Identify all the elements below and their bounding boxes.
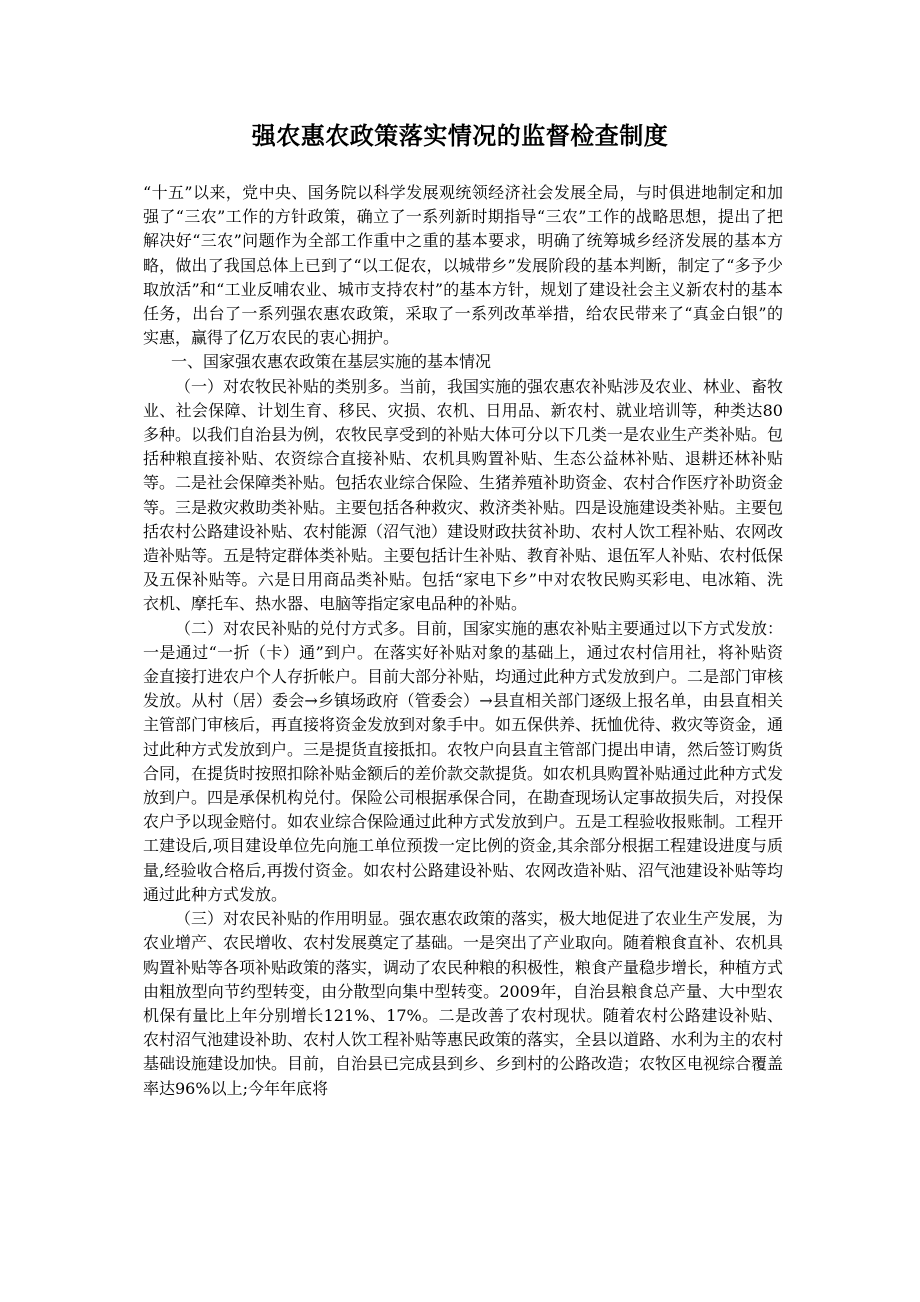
section-heading: 一、国家强农惠农政策在基层实施的基本情况 — [171, 352, 492, 372]
subsection-paragraph-3: （三）对农民补贴的作用明显。强农惠农政策的落实，极大地促进了农业生产发展，为农业增产、农民增收、农村发展奠定了基础。一是突出了产业取向。随着粮食直补、农机具购置补贴等各项补贴政策的落实，调动了农民种粮的积极性，粮食产量稳步增长，种植方式由粗放型向节约型转变，由分散型向集中型转变。2009年，自治县粮食总产量、大中型农机保有量比上年分别增长121%、17%。二是改善了农村现状。随着农村公路建设补贴、农村沼气池建设补助、农村人饮工程补贴等惠民政策的落实，全县以道路、水利为主的农村基础设施建设加快。目前，自治县已完成县到乡、乡到村的公路改造；农牧区电视综合覆盖率达96%以上;今年年底将 — [143, 909, 784, 1098]
page-title: 强农惠农政策落实情况的监督检查制度 — [251, 121, 669, 150]
subsection-paragraph-1: （一）对农牧民补贴的类别多。当前，我国实施的强农惠农补贴涉及农业、林业、畜牧业、社会保障、计划生育、移民、灾损、农机、日用品、新农村、就业培训等，种类达80多种。以我们自治县为例，农牧民享受到的补贴大体可分以下几类一是农业生产类补贴。包括种粮直接补贴、农资综合直接补贴、农机具购置补贴、生态公益林补贴、退耕还林补贴等。二是社会保障类补贴。包括农业综合保险、生猪养殖补助资金、农村合作医疗补助资金等。三是救灾救助类补贴。主要包括各种救灾、救济类补贴。四是设施建设类补贴。主要包括农村公路建设补贴、农村能源（沼气池）建设财政扶贫补助、农村人饮工程补贴、农网改造补贴等。五是特定群体类补贴。主要包括计生补贴、教育补贴、退伍军人补贴、农村低保及五保补贴等。六是日用商品类补贴。包括“家电下乡”中对农牧民购买彩电、电冰箱、洗衣机、摩托车、热水器、电脑等指定家电品种的补贴。 — [143, 376, 784, 614]
intro-paragraph: “十五”以来，党中央、国务院以科学发展观统领经济社会发展全局，与时俱进地制定和加强了“三农”工作的方针政策，确立了一系列新时期指导“三农”工作的战略思想，提出了把解决好“三农”问题作为全部工作重中之重的基本要求，明确了统筹城乡经济发展的基本方略，做出了我国总体上已到了“以工促农，以城带乡”发展阶段的基本判断，制定了“多予少取放活”和“工业反哺农业、城市支持农村”的基本方针，规划了建设社会主义新农村的基本任务，出台了一系列强农惠农政策，采取了一系列改革举措，给农民带来了“真金白银”的实惠，赢得了亿万农民的衷心拥护。 — [143, 183, 783, 348]
subsection-paragraph-2: （二）对农民补贴的兑付方式多。目前，国家实施的惠农补贴主要通过以下方式发放：一是通过“一折（卡）通”到户。在落实好补贴对象的基础上，通过农村信用社，将补贴资金直接打进农户个人存折帐户。目前大部分补贴，均通过此种方式发放到户。二是部门审核发放。从村（居）委会→乡镇场政府（管委会）→县直相关部门逐级上报名单，由县直相关主管部门审核后，再直接将资金发放到对象手中。如五保供养、抚恤优待、救灾等资金，通过此种方式发放到户。三是提货直接抵扣。农牧户向县直主管部门提出申请，然后签订购货合同，在提货时按照扣除补贴金额后的差价款交款提货。如农机具购置补贴通过此种方式发放到户。四是承保机构兑付。保险公司根据承保合同，在勘查现场认定事故损失后，对投保农户予以现金赔付。如农业综合保险通过此种方式发放到户。五是工程验收报账制。工程开工建设后,项目建设单位先向施工单位预拨一定比例的资金,其余部分根据工程建设进度与质量,经验收合格后,再拨付资金。如农村公路建设补贴、农网改造补贴、沼气池建设补贴等均通过此种方式发放。 — [143, 618, 784, 904]
document-body — [143, 181, 783, 1101]
